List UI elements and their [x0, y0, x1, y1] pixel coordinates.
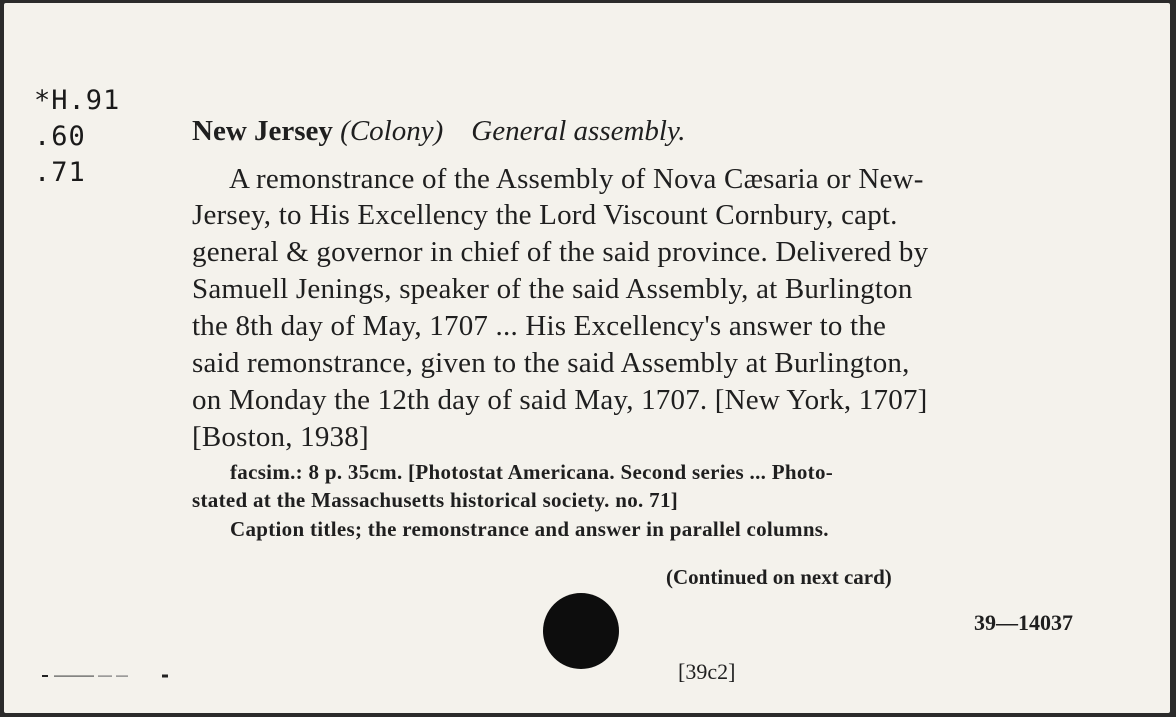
- heading-qualifier: (Colony): [340, 115, 444, 147]
- main-heading: [192, 115, 686, 148]
- decorative-dash-mark: [42, 674, 170, 678]
- body-line: [Boston, 1938]: [192, 421, 369, 453]
- call-number-line-2: .60: [34, 121, 86, 152]
- body-line: on Monday the 12th day of said May, 1707. [New York, 1707]: [192, 384, 928, 416]
- body-line: Samuell Jenings, speaker of the said Assembly, at Burlington: [192, 273, 913, 305]
- body-line: general & governor in chief of the said province. Delivered by: [192, 236, 929, 268]
- card-number: 39—14037: [974, 610, 1073, 635]
- collation-line: facsim.: 8 p. 35cm. [Photostat Americana. Second series ... Photo-: [230, 460, 834, 484]
- continued-note: (Continued on next card): [666, 565, 892, 589]
- call-number-line-1: *H.91: [34, 85, 121, 116]
- call-number-line-3: .71: [34, 157, 86, 188]
- body-line: A remonstrance of the Assembly of Nova Cæsaria or New-: [229, 163, 924, 195]
- body-line: the 8th day of May, 1707 ... His Excellency's answer to the: [192, 310, 887, 342]
- heading-main: New Jersey: [192, 115, 333, 147]
- body-line: Jersey, to His Excellency the Lord Viscount Cornbury, capt.: [192, 199, 898, 231]
- heading-subheading: General assembly.: [471, 115, 686, 147]
- body-line: said remonstrance, given to the said Assembly at Burlington,: [192, 347, 910, 379]
- collation-line: stated at the Massachusetts historical society. no. 71]: [192, 488, 679, 512]
- collation-line: Caption titles; the remonstrance and answer in parallel columns.: [230, 517, 829, 541]
- catalog-card: [4, 3, 1170, 713]
- punch-hole: [543, 593, 619, 669]
- printer-key: [39c2]: [678, 659, 736, 684]
